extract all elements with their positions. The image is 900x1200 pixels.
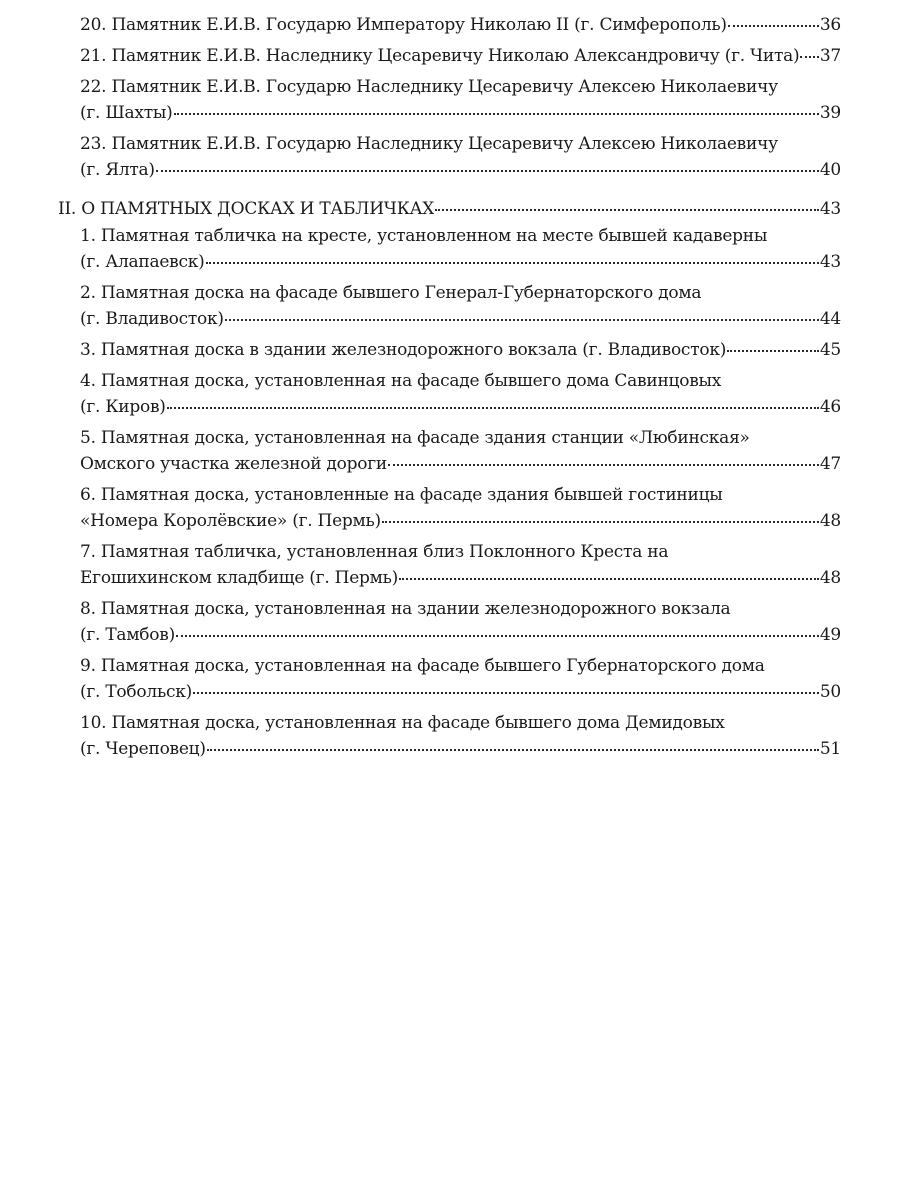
toc-entry	[80, 131, 841, 183]
toc-entry-leader-line	[80, 736, 841, 762]
toc-entry	[80, 710, 841, 762]
toc-entry	[80, 43, 841, 69]
toc-entry-title: (г. Череповец)	[80, 739, 206, 759]
toc-entry-leader-line	[80, 12, 841, 38]
toc-entry-title: Егошихинском кладбище (г. Пермь)	[80, 568, 399, 588]
toc-entry-title: «Номера Королёвские» (г. Пермь)	[80, 511, 381, 531]
toc-entry-title: (г. Ялта)	[80, 160, 155, 180]
toc-entry-title: (г. Шахты)	[80, 103, 173, 123]
page-number: 45	[819, 340, 841, 360]
toc-entry-title-line: 8. Памятная доска, установленная на здании железнодорожного вокзала	[80, 599, 731, 619]
toc-entry-leader-line	[80, 622, 841, 648]
toc-entry-title-line: 2. Памятная доска на фасаде бывшего Генерал-Губернаторского дома	[80, 283, 702, 303]
toc-entry-title-line: 5. Памятная доска, установленная на фасаде здания станции «Любинская»	[80, 428, 750, 448]
dot-leader	[388, 463, 819, 466]
toc-entry-title: (г. Владивосток)	[80, 309, 224, 329]
toc-entry	[80, 425, 841, 477]
page-number: 43	[819, 199, 841, 219]
page-number: 40	[819, 160, 841, 180]
page-number: 36	[819, 15, 841, 35]
table-of-contents	[58, 12, 841, 767]
page-number: 39	[819, 103, 841, 123]
page-number: 51	[819, 739, 841, 759]
page-number: 48	[819, 568, 841, 588]
page-number: 50	[819, 682, 841, 702]
toc-entry-title: (г. Тамбов)	[80, 625, 175, 645]
toc-entry	[80, 368, 841, 420]
toc-section-heading	[58, 196, 841, 222]
dot-leader	[167, 406, 819, 409]
dot-leader	[800, 55, 818, 58]
toc-entry	[80, 280, 841, 332]
toc-entry-title-line: 6. Памятная доска, установленные на фасаде здания бывшей гостиницы	[80, 485, 723, 505]
toc-entry-leader-line	[80, 157, 841, 183]
toc-entry-title-line: 1. Памятная табличка на кресте, установленном на месте бывшей кадаверны	[80, 226, 768, 246]
toc-entry-title-line: 10. Памятная доска, установленная на фасаде бывшего дома Демидовых	[80, 713, 725, 733]
toc-entry-title: (г. Киров)	[80, 397, 166, 417]
toc-entry-title: 20. Памятник Е.И.В. Государю Императору Николаю II (г. Симферополь)	[80, 15, 727, 35]
page-number: 46	[819, 397, 841, 417]
dot-leader	[225, 318, 819, 321]
section-title: II. О ПАМЯТНЫХ ДОСКАХ И ТАБЛИЧКАХ	[58, 199, 435, 219]
toc-entry-title-line: 7. Памятная табличка, установленная близ Поклонного Креста на	[80, 542, 669, 562]
toc-entry-title: (г. Тобольск)	[80, 682, 192, 702]
page-number: 48	[819, 511, 841, 531]
dot-leader	[399, 577, 819, 580]
toc-entry-leader-line	[80, 249, 841, 275]
toc-entry-leader-line	[80, 394, 841, 420]
toc-entry	[80, 596, 841, 648]
dot-leader	[435, 208, 819, 211]
toc-entry-leader-line	[80, 43, 841, 69]
dot-leader	[727, 349, 819, 352]
page-number: 43	[819, 252, 841, 272]
dot-leader	[174, 112, 819, 115]
page-number: 47	[819, 454, 841, 474]
dot-leader	[156, 169, 819, 172]
toc-entry-leader-line	[80, 508, 841, 534]
toc-entry-leader-line	[80, 451, 841, 477]
toc-entry-title-line: 23. Памятник Е.И.В. Государю Наследнику Цесаревичу Алексею Николаевичу	[80, 134, 778, 154]
dot-leader	[207, 748, 819, 751]
toc-entry-leader-line	[80, 679, 841, 705]
toc-entry-title: Омского участка железной дороги	[80, 454, 387, 474]
toc-entry	[80, 482, 841, 534]
dot-leader	[382, 520, 819, 523]
dot-leader	[176, 634, 819, 637]
page-number: 37	[819, 46, 841, 66]
toc-entry-title-line: 4. Памятная доска, установленная на фасаде бывшего дома Савинцовых	[80, 371, 722, 391]
toc-entry-leader-line	[80, 306, 841, 332]
dot-leader	[728, 24, 819, 27]
page-number: 44	[819, 309, 841, 329]
toc-entry-leader-line	[80, 565, 841, 591]
dot-leader	[206, 261, 819, 264]
toc-entry-leader-line	[58, 196, 841, 222]
toc-entry	[80, 74, 841, 126]
toc-entry	[80, 539, 841, 591]
toc-entry-title: 21. Памятник Е.И.В. Наследнику Цесаревичу Николаю Александровичу (г. Чита)	[80, 46, 800, 66]
toc-entry	[80, 337, 841, 363]
toc-entry-title: (г. Алапаевск)	[80, 252, 205, 272]
toc-entry-leader-line	[80, 100, 841, 126]
toc-entry	[80, 653, 841, 705]
dot-leader	[193, 691, 819, 694]
toc-entry-leader-line	[80, 337, 841, 363]
toc-entry-title-line: 22. Памятник Е.И.В. Государю Наследнику Цесаревичу Алексею Николаевичу	[80, 77, 778, 97]
toc-entry-title-line: 9. Памятная доска, установленная на фасаде бывшего Губернаторского дома	[80, 656, 765, 676]
toc-entry-title: 3. Памятная доска в здании железнодорожного вокзала (г. Владивосток)	[80, 340, 727, 360]
toc-entry	[80, 12, 841, 38]
page-number: 49	[819, 625, 841, 645]
toc-entry	[80, 223, 841, 275]
